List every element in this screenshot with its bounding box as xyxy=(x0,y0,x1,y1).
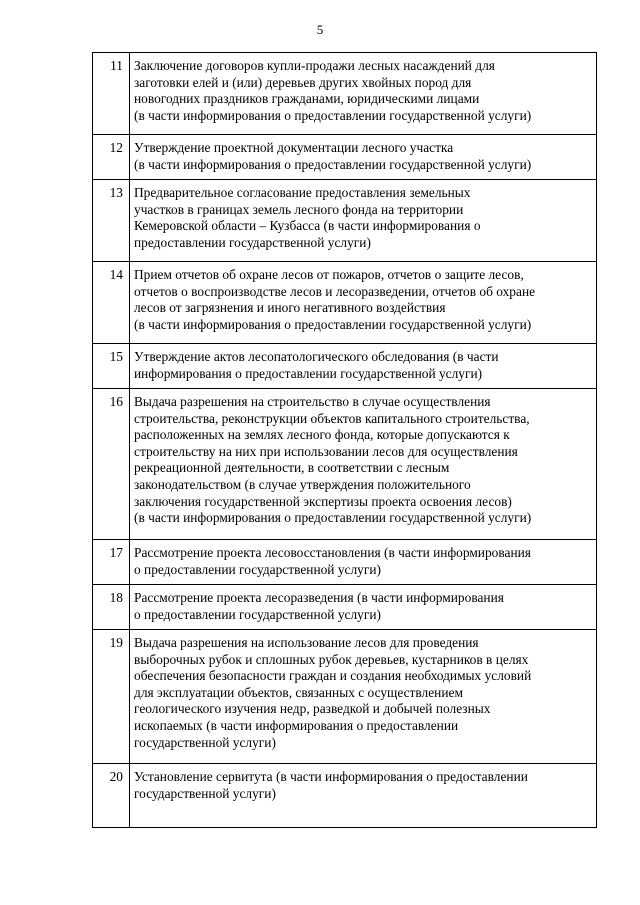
description-line: о предоставлении государственной услуги) xyxy=(134,561,381,577)
description-line: Выдача разрешения на строительство в случае осуществления xyxy=(134,394,491,409)
description-line: (в части информирования о предоставлении государственной услуги) xyxy=(134,156,532,172)
description-line: (в части информирования о предоставлении государственной услуги) xyxy=(134,107,532,123)
description-line: заключения государственной экспертизы проекта освоения лесов) xyxy=(134,493,512,509)
table-row xyxy=(93,389,597,540)
description-line: лесов от загрязнения и иного негативного воздействия xyxy=(134,300,446,316)
row-number: 12 xyxy=(93,135,130,180)
row-number: 20 xyxy=(93,764,130,828)
row-number: 13 xyxy=(93,180,130,262)
description-line: Предварительное согласование предоставления земельных xyxy=(134,185,471,200)
row-number: 19 xyxy=(93,630,130,764)
description-line: Утверждение актов лесопатологического обследования (в части xyxy=(134,349,499,364)
row-description xyxy=(130,389,597,540)
description-line: расположенных на землях лесного фонда, которые допускаются к xyxy=(134,427,510,443)
description-line: Рассмотрение проекта лесовосстановления (в части информирования xyxy=(134,545,531,560)
description-line: рекреационной деятельности, в соответствии с лесным xyxy=(134,460,450,476)
description-line: строительству на них при использовании лесов для осуществления xyxy=(134,443,518,459)
row-description xyxy=(130,53,597,135)
description-line: Установление сервитута (в части информирования о предоставлении xyxy=(134,769,528,784)
row-description xyxy=(130,344,597,389)
description-line: ископаемых (в части информирования о предоставлении xyxy=(134,717,459,733)
services-table-body xyxy=(93,53,597,828)
row-description xyxy=(130,540,597,585)
description-line: информирования о предоставлении государственной услуги) xyxy=(134,365,483,381)
description-line: Выдача разрешения на использование лесов для проведения xyxy=(134,635,479,650)
description-line: государственной услуги) xyxy=(134,734,276,750)
description-line: государственной услуги) xyxy=(134,785,276,801)
description-line: Заключение договоров купли-продажи лесных насаждений для xyxy=(134,58,495,73)
page-number: 5 xyxy=(316,22,324,37)
table-row xyxy=(93,180,597,262)
description-line: законодательством (в случае утверждения положительного xyxy=(134,476,471,492)
table-row xyxy=(93,262,597,344)
row-description xyxy=(130,180,597,262)
row-number: 17 xyxy=(93,540,130,585)
description-line: Утверждение проектной документации лесного участка xyxy=(134,140,454,155)
description-line: новогодних праздников гражданами, юридическими лицами xyxy=(134,91,480,107)
row-description xyxy=(130,135,597,180)
table-row xyxy=(93,630,597,764)
row-number: 11 xyxy=(93,53,130,135)
table-row xyxy=(93,135,597,180)
table-row xyxy=(93,764,597,828)
row-number: 14 xyxy=(93,262,130,344)
row-description xyxy=(130,764,597,828)
row-number: 18 xyxy=(93,585,130,630)
description-line: Прием отчетов об охране лесов от пожаров, отчетов о защите лесов, xyxy=(134,267,524,282)
description-line: заготовки елей и (или) деревьев других хвойных пород для xyxy=(134,74,472,90)
description-line: отчетов о воспроизводстве лесов и лесоразведении, отчетов об охране xyxy=(134,283,536,299)
description-line: о предоставлении государственной услуги) xyxy=(134,606,381,622)
services-table xyxy=(92,52,597,828)
description-line: Кемеровской области – Кузбасса (в части информирования о xyxy=(134,218,481,234)
description-line: (в части информирования о предоставлении государственной услуги) xyxy=(134,510,532,526)
description-line: Рассмотрение проекта лесоразведения (в части информирования xyxy=(134,590,504,605)
table-row xyxy=(93,585,597,630)
table-row xyxy=(93,53,597,135)
row-description xyxy=(130,262,597,344)
row-description xyxy=(130,630,597,764)
row-description xyxy=(130,585,597,630)
table-row xyxy=(93,344,597,389)
table-row xyxy=(93,540,597,585)
row-number: 15 xyxy=(93,344,130,389)
description-line: геологического изучения недр, разведкой и добычей полезных xyxy=(134,701,491,717)
description-line: выборочных рубок и сплошных рубок деревьев, кустарников в целях xyxy=(134,651,529,667)
description-line: строительства, реконструкции объектов капитального строительства, xyxy=(134,410,530,426)
description-line: (в части информирования о предоставлении государственной услуги) xyxy=(134,316,532,332)
description-line: для эксплуатации объектов, связанных с осуществлением xyxy=(134,684,463,700)
description-line: обеспечения безопасности граждан и создания необходимых условий xyxy=(134,668,532,684)
description-line: участков в границах земель лесного фонда на территории xyxy=(134,201,464,217)
description-line: предоставлении государственной услуги) xyxy=(134,234,371,250)
row-number: 16 xyxy=(93,389,130,540)
